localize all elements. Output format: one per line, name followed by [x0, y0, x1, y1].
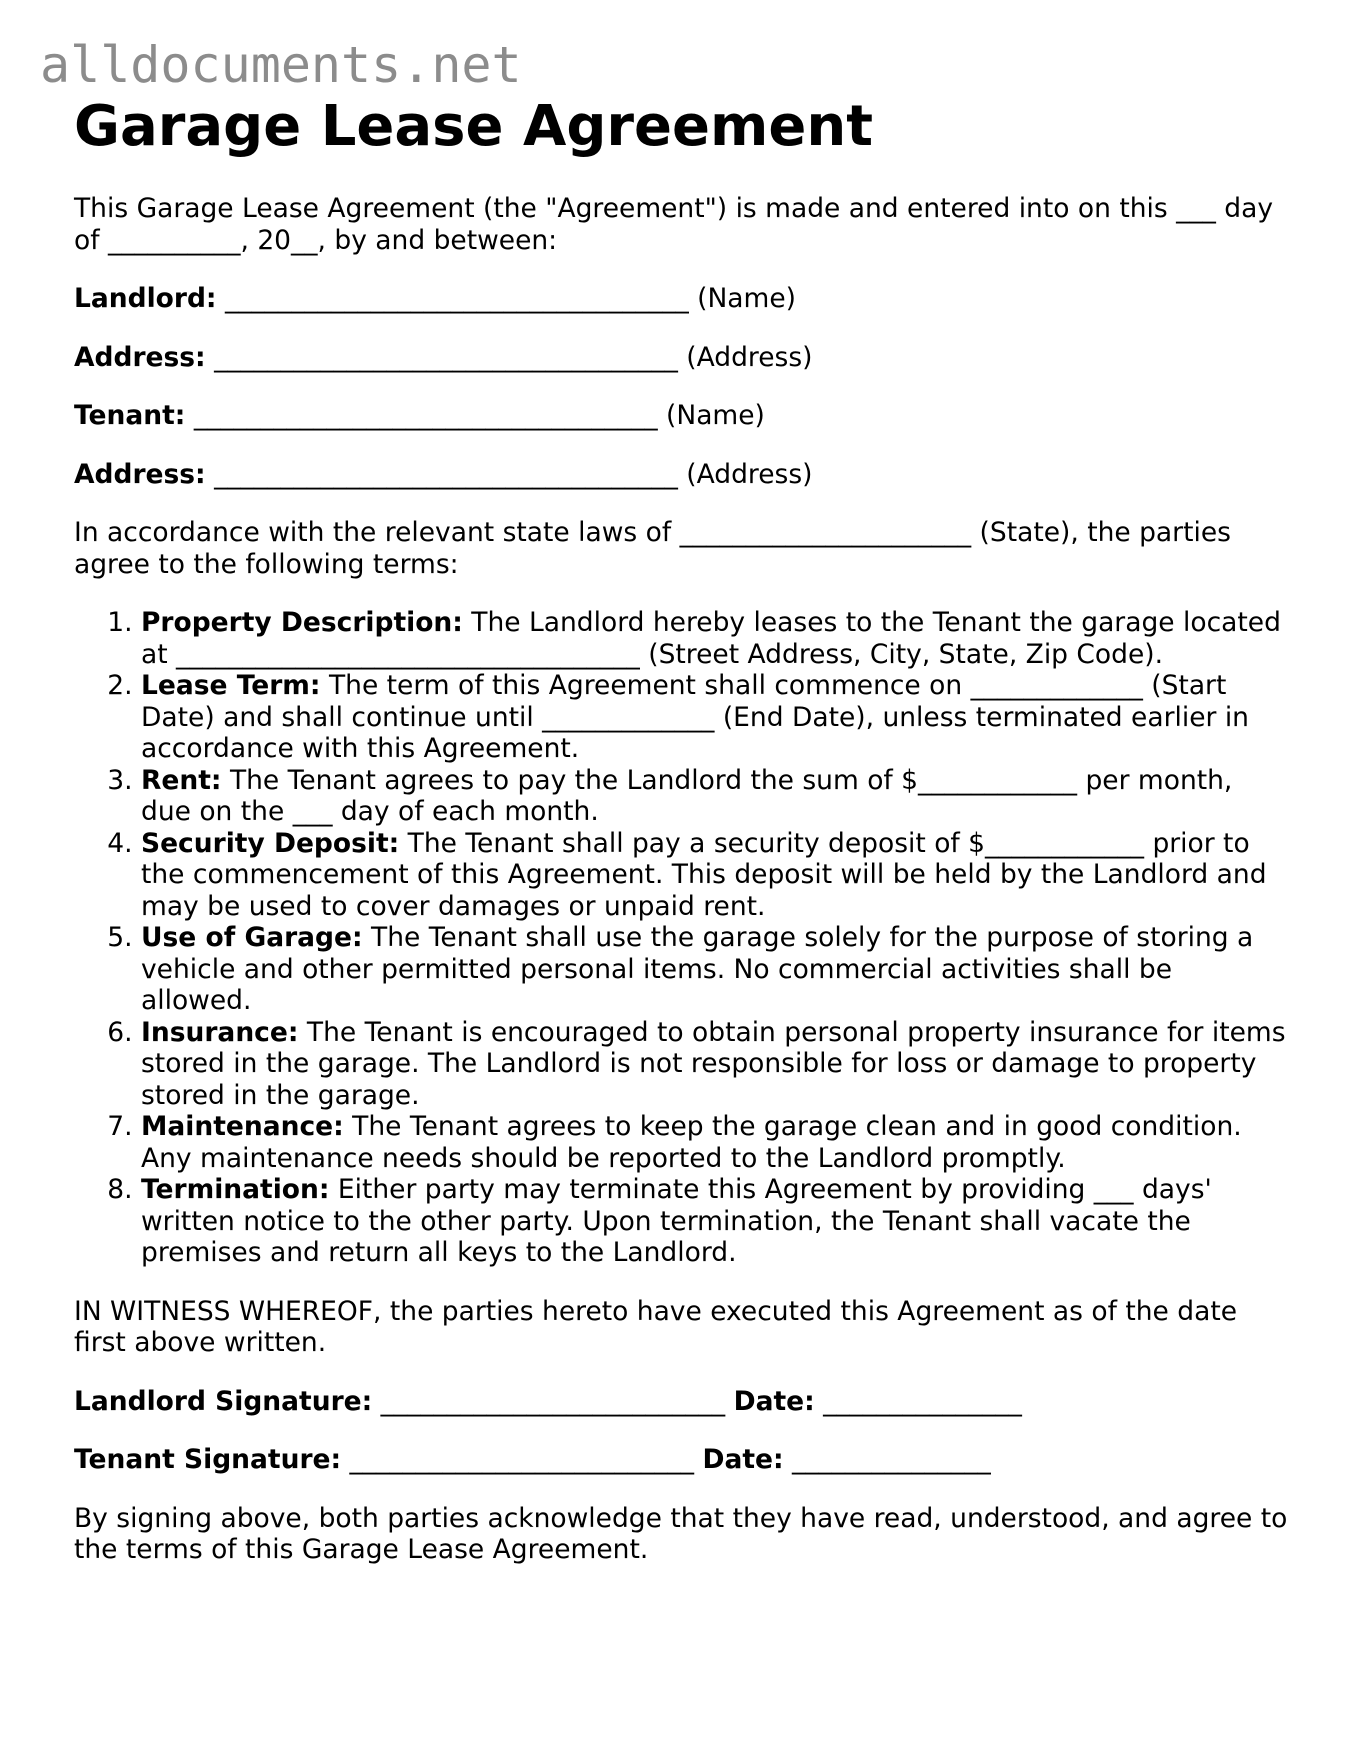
term-text: The term of this Agreement shall commence on _____________ (Start Date) and shall continue until _____________ (End Date), unless terminated earlier in accordance with this Agreement.: [141, 670, 1249, 764]
term-rent: [141, 765, 1289, 828]
watermark: alldocuments.net: [40, 36, 522, 94]
date-label: Date:: [702, 1444, 784, 1475]
party-tenant-line: [74, 400, 1289, 432]
party-label: Address:: [74, 458, 206, 490]
term-heading: Rent:: [141, 764, 222, 796]
term-maintenance: [141, 1111, 1289, 1174]
term-heading: Security Deposit:: [141, 827, 400, 859]
field-hint: (Address): [686, 458, 813, 490]
term-text: The Tenant shall pay a security deposit of $____________ prior to the commencement of this Agreement. This deposit will be held by the Landlord and may be used to cover damages or unpaid rent.: [141, 827, 1267, 922]
landlord-signature-line: [74, 1386, 1289, 1418]
field-hint: (Name): [697, 283, 796, 314]
party-label: Tenant:: [74, 400, 186, 431]
term-termination: [141, 1174, 1289, 1269]
term-lease-term: [141, 670, 1289, 765]
blank-line: ___________________________________: [216, 283, 698, 314]
terms-list: [74, 607, 1289, 1269]
signature-blank: __________________________: [372, 1385, 734, 1417]
signature-blank: __________________________: [341, 1444, 703, 1475]
field-hint: (Address): [686, 341, 813, 373]
blank-line: ___________________________________: [205, 458, 687, 490]
term-heading: Insurance:: [141, 1016, 299, 1048]
term-security-deposit: [141, 828, 1289, 923]
term-heading: Lease Term:: [141, 670, 321, 701]
witness-paragraph: IN WITNESS WHEREOF, the parties hereto have executed this Agreement as of the date first above written.: [74, 1295, 1238, 1358]
term-heading: Use of Garage:: [141, 922, 363, 953]
tenant-signature-line: [74, 1444, 1289, 1476]
document-page: [74, 96, 1289, 1566]
closing-paragraph: By signing above, both parties acknowledge that they have read, understood, and agree to the terms of this Garage Lease Agreement.: [74, 1502, 1288, 1565]
state-clause: In accordance with the relevant state laws of ______________________ (State), the parties agree to the following terms:: [74, 517, 1231, 580]
party-landlord-address-line: [74, 342, 1289, 374]
term-heading: Maintenance:: [141, 1111, 344, 1142]
term-property-description: [141, 607, 1289, 670]
term-insurance: [141, 1017, 1289, 1112]
date-label: Date:: [733, 1385, 815, 1417]
signature-label: Landlord Signature:: [74, 1385, 373, 1417]
party-landlord-line: [74, 283, 1289, 315]
signature-label: Tenant Signature:: [74, 1444, 342, 1475]
term-use-of-garage: [141, 922, 1289, 1017]
term-heading: Property Description:: [141, 607, 463, 638]
blank-line: ___________________________________: [205, 341, 687, 373]
date-blank: _______________: [814, 1385, 1022, 1417]
term-heading: Termination:: [141, 1174, 330, 1205]
term-text: The Landlord hereby leases to the Tenant the garage located at ___________________________________ (Street Address, City, State, Zip Code).: [141, 607, 1281, 670]
intro-paragraph: This Garage Lease Agreement (the "Agreement") is made and entered into on this ___ day of __________, 20__, by and between:: [74, 193, 1274, 256]
term-text: The Tenant shall use the garage solely for the purpose of storing a vehicle and other permitted personal items. No commercial activities shall be allowed.: [141, 922, 1254, 1016]
field-hint: (Name): [666, 400, 765, 431]
term-text: The Tenant agrees to pay the Landlord the sum of $____________ per month, due on the ___ day of each month.: [141, 764, 1233, 827]
party-tenant-address-line: [74, 459, 1289, 491]
term-text: The Tenant agrees to keep the garage clean and in good condition. Any maintenance needs should be reported to the Landlord promptly.: [141, 1111, 1242, 1174]
term-text: Either party may terminate this Agreement by providing ___ days' written notice to the other party. Upon termination, the Tenant shall vacate the premises and return all keys to the Landlord.: [141, 1174, 1212, 1268]
party-label: Address:: [74, 341, 206, 373]
date-blank: _______________: [783, 1444, 991, 1475]
document-title: Garage Lease Agreement: [74, 94, 873, 159]
party-label: Landlord:: [74, 283, 217, 314]
term-text: The Tenant is encouraged to obtain personal property insurance for items stored in the garage. The Landlord is not responsible for loss or damage to property stored in the garage.: [141, 1016, 1286, 1111]
blank-line: ___________________________________: [185, 400, 667, 431]
